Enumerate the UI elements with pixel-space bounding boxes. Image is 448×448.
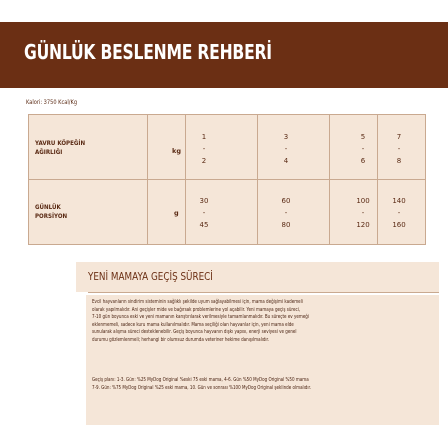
header-banner (0, 22, 448, 88)
transition-plan-paragraph: Geçiş planı: 1-3. Gün: %25 MyDog Original %eski 75 eski mama, 4-6. Gün %50 MyDog Original %50 mama 7-9. Gün: %75 MyDog Original %25 eski mama, 10. Gün ve sonrası %100 MyDog Original şeklinde olmalıdır. (92, 377, 312, 391)
portion-unit: g (174, 209, 179, 217)
transition-guide-title: YENİ MAMAYA GEÇİŞ SÜRECİ (88, 270, 213, 283)
weight-row-label: YAVRU KÖPEĞİN AĞIRLIĞI (35, 139, 86, 156)
calorie-info: Kalori: 3750 Kcal/Kg (26, 98, 78, 106)
feeding-table: YAVRU KÖPEĞİN AĞIRLIĞI kg 1 - 2 3 - 4 5 - 6 7 - 8 GÜNLÜK PORSİYON g 30 - 45 60 - 80 100 - 120 140 - 160 (28, 114, 426, 245)
divider (88, 292, 439, 293)
transition-guide-header (76, 262, 439, 292)
portion-row-label: GÜNLÜK PORSİYON (35, 203, 68, 220)
transition-guide-body (86, 295, 439, 425)
guide-paragraph: Evcil hayvanların sindirim sisteminin sağlıklı şekilde uyum sağlayabilmesi için, mama değişimi kademeli olarak yapılmalıdır. Ani geçişler mide ve bağırsak problemlerine yol açabilir. Yeni mamaya geçiş süreci, 7-10 gün boyunca eski ve yeni mamanın karıştırılarak verilmesiyle tamamlanmalıdır. Bu süreçte ev yemeği eklenmemeli, sadece kuru mama kullanılmalıdır. Mama seçiliği olan hayvanlar için, yeni mama elde sunularak alışma süreci desteklenebilir. Geçiş boyunca hayvanın dışkı yapısı, enerji seviyesi ve genel durumu gözlemlenmeli; herhangi bir olumsuz durumda veteriner hekime danışılmalıdır. (92, 299, 309, 343)
weight-unit: kg (172, 147, 181, 155)
page-title: GÜNLÜK BESLENME REHBERİ (24, 40, 272, 64)
